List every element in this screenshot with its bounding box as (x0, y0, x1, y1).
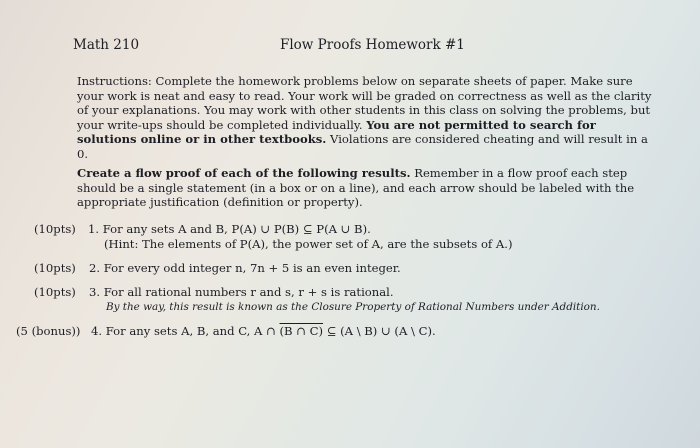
problem-1-text: For any sets A and B, P(A) ∪ P(B) ⊆ P(A ∪ B). (102, 222, 371, 236)
instructions-paragraph (77, 74, 657, 162)
course-name: Math 210 (73, 37, 140, 53)
instructions-warning: You are not permitted to search for solutions online or in other textbooks. (77, 117, 596, 147)
problem-4-number: 4. (91, 324, 103, 338)
instructions-text: Complete the homework problems below on separate sheets of paper. Make sure your work is neat and easy to read. Your work will be graded on correctness as well as the clarity of your explanations. You may work with other students in this class on solving the problems, but your write-ups should be completed individually. (77, 74, 652, 132)
problem-3-text: For all rational numbers r and s, r + s is rational. (103, 285, 394, 299)
instructions-violations: Violations are considered cheating and will result in a 0. (77, 132, 648, 161)
flow-proof-text: Remember in a flow proof each step should be a single statement (in a box or on a line), and each arrow should be labeled with the appropriate justification (definition or property). (77, 166, 635, 210)
problem-3-points: (10pts) (34, 285, 76, 299)
flow-proof-directions (77, 166, 657, 210)
problem-3-note: By the way, this result is known as the Closure Property of Rational Numbers under Addition. (106, 301, 600, 313)
homework-title: Flow Proofs Homework #1 (280, 37, 465, 53)
problem-3-number: 3. (89, 285, 101, 299)
flow-proof-heading: Create a flow proof of each of the following results. (77, 166, 411, 180)
problem-2-points: (10pts) (34, 261, 76, 275)
problem-1 (88, 222, 371, 237)
problem-2-text: For every odd integer n, 7n + 5 is an even integer. (103, 261, 401, 275)
problem-4-points: (5 (bonus)) (16, 324, 81, 338)
problem-4-text-a: For any sets A, B, and C, A ∩ (105, 324, 280, 338)
problem-3 (89, 285, 394, 300)
problem-1-number: 1. (88, 222, 100, 236)
problem-2 (89, 261, 401, 276)
problem-1-hint: (Hint: The elements of P(A), the power set of A, are the subsets of A.) (104, 237, 513, 251)
problem-4-text-b: ⊆ (A \ B) ∪ (A \ C). (323, 324, 436, 338)
problem-1-points: (10pts) (34, 222, 76, 236)
problem-4-complement: (B ∩ C) (279, 324, 324, 338)
problem-2-number: 2. (89, 261, 101, 275)
problem-4 (91, 324, 436, 339)
instructions-label: Instructions: (77, 74, 152, 88)
